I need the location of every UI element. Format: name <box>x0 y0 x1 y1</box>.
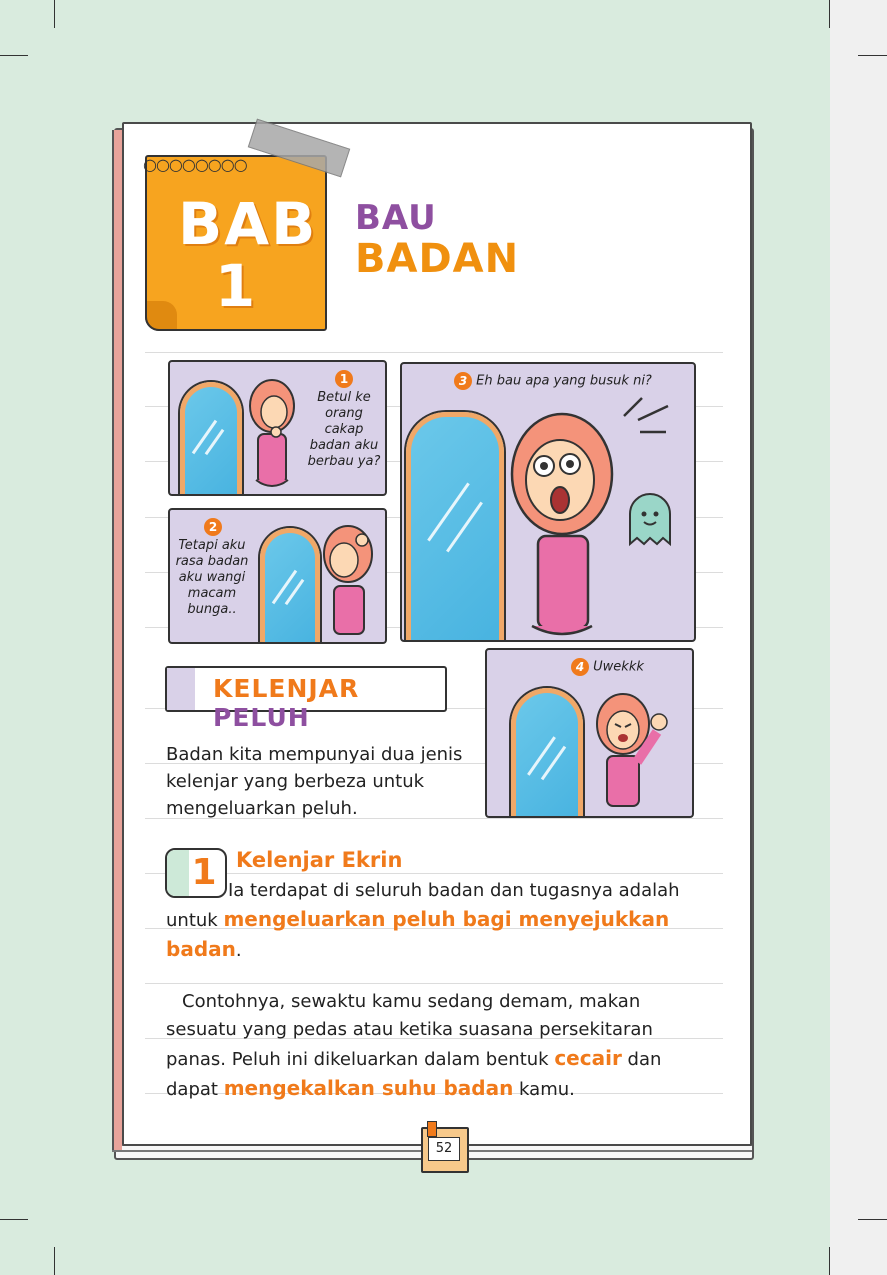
mirror-icon <box>260 528 320 644</box>
highlight-text: cecair <box>554 1046 622 1070</box>
comic-panel-2 <box>168 508 387 644</box>
page-number: 52 <box>428 1137 460 1161</box>
section-intro-text: Badan kita mempunyai dua jenis kelenjar yang berbeza untuk mengeluarkan peluh. <box>166 744 463 819</box>
section-title-part1: KELENJAR <box>213 674 360 703</box>
comic-panel-1 <box>168 360 387 496</box>
chapter-title-line1: BAU <box>355 198 437 238</box>
page-curl-icon <box>145 301 177 331</box>
paragraph-text: dan dapat <box>166 1049 662 1100</box>
chapter-label: BAB <box>178 190 318 258</box>
section-heading-box <box>165 666 447 732</box>
girl-thinking-icon <box>242 376 302 494</box>
crop-mark <box>54 0 55 28</box>
item-paragraph-1 <box>166 877 711 965</box>
ghost-icon <box>622 488 678 554</box>
section-title-part2: PELUH <box>213 703 310 732</box>
panel-1-caption: Betul ke orang cakap badan aku berbau ya? <box>307 390 381 469</box>
panel-number-badge: 4 <box>571 658 589 676</box>
book-spine-edge <box>112 130 122 1150</box>
mirror-icon <box>406 412 504 642</box>
highlight-text: mengekalkan suhu badan <box>223 1076 514 1100</box>
paragraph-text: kamu. <box>513 1079 575 1100</box>
mirror-icon <box>180 382 242 496</box>
crop-mark <box>0 1219 28 1220</box>
girl-shocked-icon <box>500 404 620 640</box>
paragraph-text: Contohnya, sewaktu kamu sedang demam, makan sesuatu yang pedas atau ketika suasana persekitaran panas. Peluh ini dikeluarkan dalam bentuk <box>166 991 653 1070</box>
mirror-icon <box>511 688 583 818</box>
calendar-rings-icon: ○○○○○○○○ <box>143 155 247 174</box>
crop-mark <box>54 1247 55 1275</box>
chapter-number: 1 <box>214 252 256 320</box>
item-number: 1 <box>191 852 217 893</box>
chapter-title-line2: BADAN <box>355 236 520 282</box>
panel-number-badge: 2 <box>204 518 222 536</box>
crop-mark <box>858 55 887 56</box>
panel-4-caption: Uwekkk <box>593 659 644 675</box>
panel-number-badge: 3 <box>454 372 472 390</box>
crop-mark <box>0 55 28 56</box>
girl-smiling-icon <box>316 520 382 642</box>
panel-3-caption: Eh bau apa yang busuk ni? <box>476 373 652 389</box>
item-paragraph-2 <box>166 988 711 1104</box>
crop-mark <box>829 0 830 28</box>
paragraph-text: . <box>235 940 242 961</box>
rule-line <box>145 352 723 353</box>
rule-line <box>145 983 723 984</box>
crop-mark <box>829 1247 830 1275</box>
bookmark-icon <box>427 1121 437 1137</box>
section-heading-tab <box>167 668 195 710</box>
highlight-text: mengeluarkan peluh bagi menyejukkan badan <box>166 907 670 961</box>
panel-2-caption: Tetapi aku rasa badan aku wangi macam bunga.. <box>175 538 249 617</box>
comic-panel-3 <box>400 362 696 642</box>
shock-lines-icon <box>614 390 674 440</box>
page-number-tab <box>421 1127 469 1173</box>
item-title: Kelenjar Ekrin <box>236 848 403 872</box>
panel-number-badge: 1 <box>335 370 353 388</box>
page-margin-strip <box>830 0 887 1275</box>
girl-disgusted-icon <box>587 684 677 814</box>
paragraph-text: Ia terdapat di seluruh badan dan tugasnya adalah untuk <box>166 880 680 931</box>
comic-panel-4 <box>485 648 694 818</box>
rule-line <box>145 873 723 874</box>
crop-mark <box>858 1219 887 1220</box>
